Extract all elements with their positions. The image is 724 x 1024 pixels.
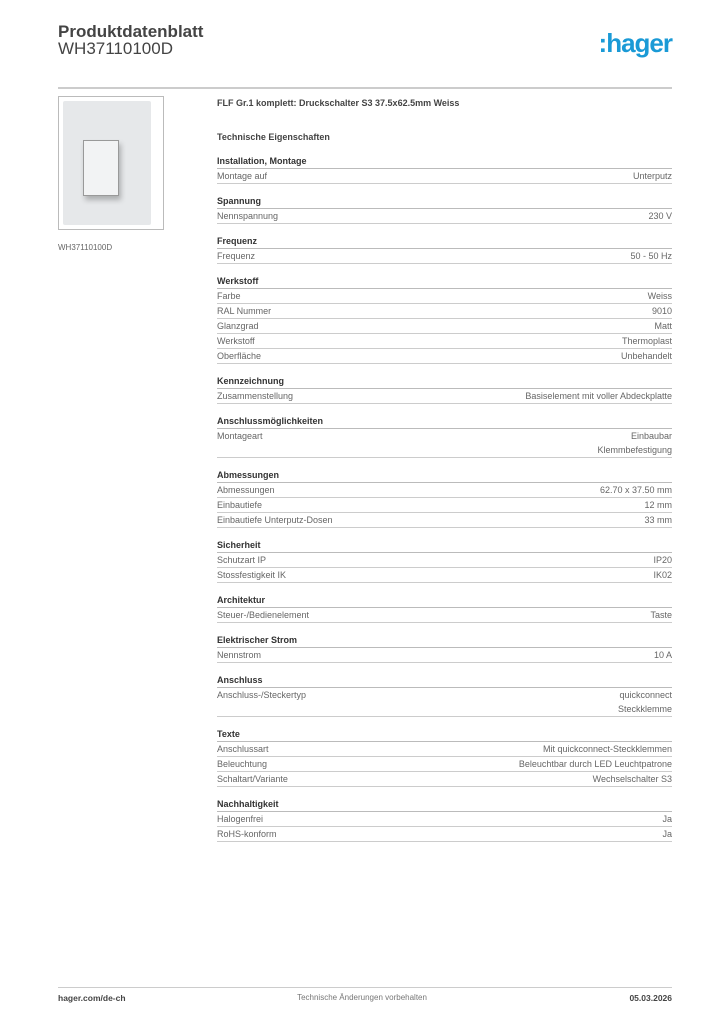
spec-row bbox=[217, 483, 672, 498]
spec-value: Thermoplast bbox=[621, 336, 672, 346]
spec-label: RAL Nummer bbox=[217, 306, 272, 316]
spec-row bbox=[217, 304, 672, 319]
spec-value: Unterputz bbox=[632, 171, 672, 181]
spec-value: Matt bbox=[654, 321, 672, 331]
spec-label: Anschluss-/Steckertyp bbox=[217, 690, 307, 700]
footer-url[interactable]: hager.com/de-ch bbox=[58, 993, 126, 1003]
article-number: WH37110100D bbox=[58, 39, 173, 58]
spec-row bbox=[217, 209, 672, 224]
section-heading: Anschluss bbox=[217, 673, 672, 688]
spec-label: Oberfläche bbox=[217, 351, 262, 361]
spec-section bbox=[217, 797, 672, 842]
section-heading: Spannung bbox=[217, 194, 672, 209]
tech-heading: Technische Eigenschaften bbox=[217, 132, 330, 142]
section-heading: Kennzeichnung bbox=[217, 374, 672, 389]
spec-label: Schutzart IP bbox=[217, 555, 267, 565]
spec-value: Taste bbox=[650, 610, 672, 620]
spec-value: Ja bbox=[662, 829, 672, 839]
spec-section bbox=[217, 593, 672, 623]
spec-section bbox=[217, 673, 672, 717]
product-title: FLF Gr.1 komplett: Druckschalter S3 37.5x62.5mm Weiss bbox=[217, 98, 460, 108]
spec-label: Stossfestigkeit IK bbox=[217, 570, 287, 580]
spec-section bbox=[217, 234, 672, 264]
header-divider bbox=[58, 87, 672, 89]
spec-label: Abmessungen bbox=[217, 485, 275, 495]
spec-row bbox=[217, 772, 672, 787]
spec-row bbox=[217, 812, 672, 827]
spec-value: 9010 bbox=[651, 306, 672, 316]
spec-row bbox=[217, 568, 672, 583]
spec-label: Montage auf bbox=[217, 171, 268, 181]
spec-content bbox=[217, 96, 672, 842]
section-heading: Elektrischer Strom bbox=[217, 633, 672, 648]
spec-label: Beleuchtung bbox=[217, 759, 268, 769]
section-heading: Installation, Montage bbox=[217, 154, 672, 169]
section-heading: Anschlussmöglichkeiten bbox=[217, 414, 672, 429]
spec-row bbox=[217, 648, 672, 663]
spec-row bbox=[217, 289, 672, 304]
spec-row bbox=[217, 319, 672, 334]
section-heading: Architektur bbox=[217, 593, 672, 608]
spec-row bbox=[217, 429, 672, 458]
spec-label: Frequenz bbox=[217, 251, 256, 261]
spec-value: quickconnect Steckklemme bbox=[617, 690, 672, 714]
spec-section bbox=[217, 374, 672, 404]
spec-label: RoHS-konform bbox=[217, 829, 277, 839]
spec-section bbox=[217, 194, 672, 224]
spec-row bbox=[217, 389, 672, 404]
spec-section bbox=[217, 538, 672, 583]
spec-value: Beleuchtbar durch LED Leuchtpatrone bbox=[518, 759, 672, 769]
footer-note: Technische Änderungen vorbehalten bbox=[297, 993, 427, 1002]
page-title: Produktdatenblatt bbox=[58, 22, 204, 41]
spec-value: 230 V bbox=[648, 211, 672, 221]
spec-row bbox=[217, 349, 672, 364]
spec-label: Steuer-/Bedienelement bbox=[217, 610, 310, 620]
section-heading: Abmessungen bbox=[217, 468, 672, 483]
spec-value: Weiss bbox=[647, 291, 672, 301]
spec-row bbox=[217, 757, 672, 772]
spec-row bbox=[217, 334, 672, 349]
spec-row bbox=[217, 169, 672, 184]
section-heading: Werkstoff bbox=[217, 274, 672, 289]
spec-label: Einbautiefe bbox=[217, 500, 263, 510]
section-heading: Texte bbox=[217, 727, 672, 742]
section-heading: Nachhaltigkeit bbox=[217, 797, 672, 812]
switch-plate bbox=[63, 101, 151, 225]
switch-rocker bbox=[83, 140, 119, 196]
product-image bbox=[58, 96, 164, 230]
spec-label: Montageart bbox=[217, 431, 263, 441]
spec-sections bbox=[217, 154, 672, 842]
spec-value: 33 mm bbox=[644, 515, 672, 525]
spec-row bbox=[217, 688, 672, 717]
spec-section bbox=[217, 468, 672, 528]
spec-section bbox=[217, 727, 672, 787]
section-heading: Sicherheit bbox=[217, 538, 672, 553]
spec-value: Wechselschalter S3 bbox=[592, 774, 672, 784]
spec-label: Halogenfrei bbox=[217, 814, 264, 824]
spec-value: Basiselement mit voller Abdeckplatte bbox=[525, 391, 672, 401]
spec-row bbox=[217, 608, 672, 623]
spec-section bbox=[217, 274, 672, 364]
hager-logo: :hager bbox=[598, 28, 672, 58]
spec-row bbox=[217, 513, 672, 528]
spec-value: IK02 bbox=[653, 570, 672, 580]
spec-value: IP20 bbox=[653, 555, 672, 565]
spec-value: Mit quickconnect-Steckklemmen bbox=[542, 744, 672, 754]
spec-label: Glanzgrad bbox=[217, 321, 259, 331]
spec-row bbox=[217, 742, 672, 757]
spec-row bbox=[217, 498, 672, 513]
spec-value: 12 mm bbox=[644, 500, 672, 510]
spec-section bbox=[217, 154, 672, 184]
spec-value: 50 - 50 Hz bbox=[630, 251, 672, 261]
spec-label: Werkstoff bbox=[217, 336, 255, 346]
spec-value: Einbaubar Klemmbefestigung bbox=[597, 431, 672, 455]
spec-label: Zusammenstellung bbox=[217, 391, 294, 401]
spec-value: 10 A bbox=[653, 650, 672, 660]
image-caption: WH37110100D bbox=[58, 243, 113, 252]
spec-value: Ja bbox=[662, 814, 672, 824]
spec-label: Einbautiefe Unterputz-Dosen bbox=[217, 515, 333, 525]
spec-row bbox=[217, 827, 672, 842]
footer-divider bbox=[58, 987, 672, 988]
spec-section bbox=[217, 414, 672, 458]
spec-label: Farbe bbox=[217, 291, 241, 301]
spec-label: Nennstrom bbox=[217, 650, 262, 660]
spec-label: Nennspannung bbox=[217, 211, 279, 221]
spec-label: Anschlussart bbox=[217, 744, 269, 754]
spec-row bbox=[217, 553, 672, 568]
spec-label: Schaltart/Variante bbox=[217, 774, 288, 784]
spec-row bbox=[217, 249, 672, 264]
section-heading: Frequenz bbox=[217, 234, 672, 249]
spec-value: Unbehandelt bbox=[620, 351, 672, 361]
spec-section bbox=[217, 633, 672, 663]
spec-value: 62.70 x 37.50 mm bbox=[599, 485, 672, 495]
footer-date: 05.03.2026 bbox=[629, 993, 672, 1003]
